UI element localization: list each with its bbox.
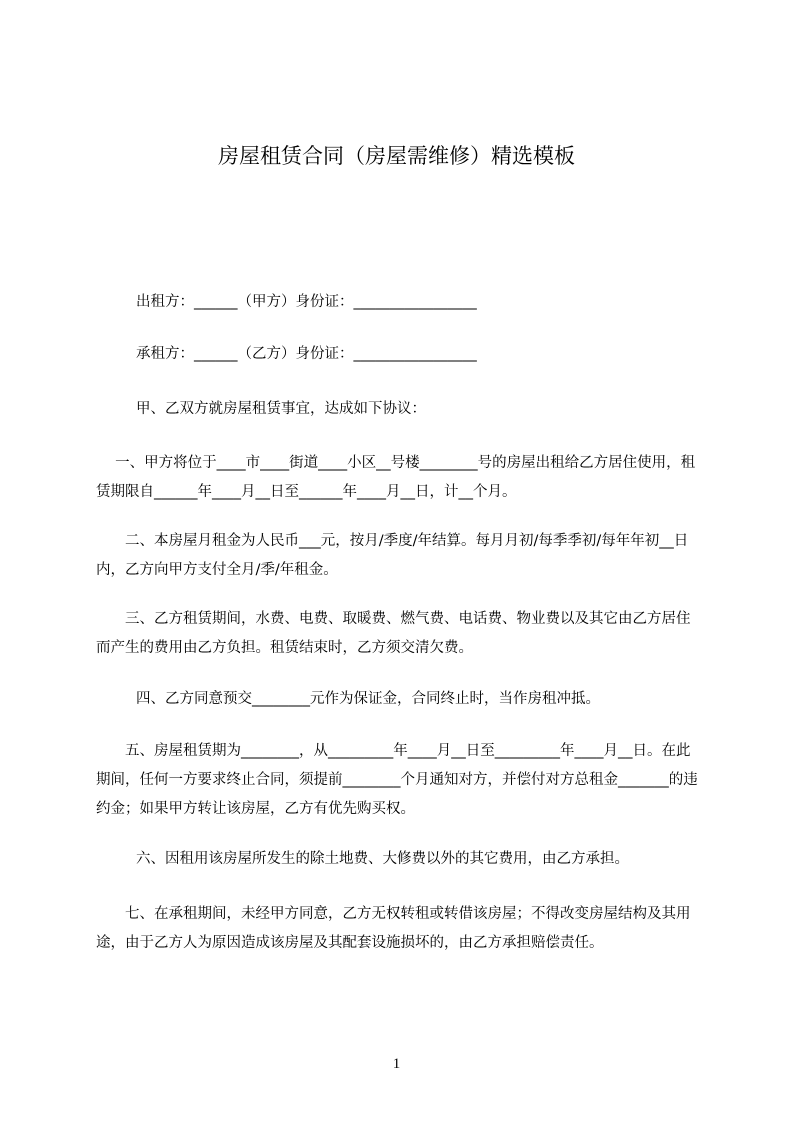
lessee-line: 承租方：______（乙方）身份证：_________________ bbox=[136, 346, 477, 362]
clause-3: 三、乙方租赁期间，水费、电费、取暖费、燃气费、电话费、物业费以及其它由乙方居住而产生的费用由乙方负担。租赁结束时，乙方须交清欠费。 bbox=[96, 611, 691, 656]
lessor-line: 出租方：______（甲方）身份证：_________________ bbox=[136, 294, 477, 310]
clause-1: 一、甲方将位于____市____街道____小区__号楼________号的房屋出租给乙方居住使用，租赁期限自______年____月__日至______年____月__日，计__个月。 bbox=[96, 455, 696, 500]
clause-7: 七、在承租期间，未经甲方同意，乙方无权转租或转借该房屋；不得改变房屋结构及其用途，由于乙方人为原因造成该房屋及其配套设施损坏的，由乙方承担赔偿责任。 bbox=[96, 906, 691, 951]
clause-5: 五、房屋租赁期为________，从_________年____月__日至_________年____月__日。在此期间，任何一方要求终止合同，须提前________个月通知对方，并偿付对方总租金_______的违约金；如果甲方转让该房屋，乙方有优先购买权。 bbox=[96, 743, 698, 817]
document-title: 房屋租赁合同（房屋需维修）精选模板 bbox=[218, 144, 575, 168]
clause-2: 二、本房屋月租金为人民币___元，按月/季度/年结算。每月月初/每季季初/每年年初__日内，乙方向甲方支付全月/季/年租金。 bbox=[96, 533, 689, 578]
clause-4: 四、乙方同意预交________元作为保证金，合同终止时，当作房租冲抵。 bbox=[136, 691, 600, 707]
intro-line: 甲、乙双方就房屋租赁事宜，达成如下协议： bbox=[136, 401, 426, 417]
page-number: 1 bbox=[392, 1056, 401, 1072]
clause-6: 六、因租用该房屋所发生的除土地费、大修费以外的其它费用，由乙方承担。 bbox=[136, 851, 629, 867]
